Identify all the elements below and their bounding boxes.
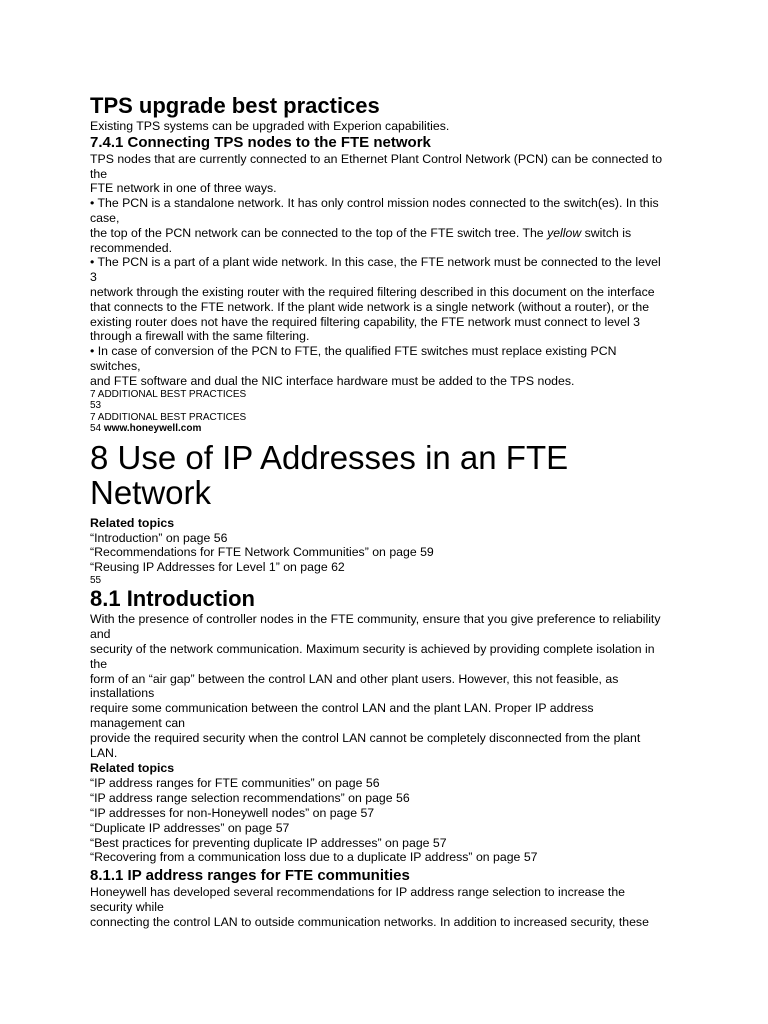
related-topics-label: Related topics — [90, 515, 175, 530]
related-topic-link[interactable]: “Duplicate IP addresses” on page 57 — [90, 820, 290, 835]
chapter-title-line: 8 Use of IP Addresses in an FTE — [90, 438, 569, 476]
text-fragment: the top of the PCN network can be connected to the top of the FTE switch tree. The — [90, 225, 548, 240]
text-line: With the presence of controller nodes in the FTE community, ensure that you give preference to reliability — [90, 612, 661, 627]
related-topic-link[interactable]: “Reusing IP Addresses for Level 1” on page 62 — [90, 560, 345, 575]
text-line: security while — [90, 899, 164, 914]
footer-line: 7 ADDITIONAL BEST PRACTICES — [90, 411, 247, 423]
text-line: network through the existing router with the required filtering described in this document on the interface — [90, 284, 655, 299]
text-line: • The PCN is a part of a plant wide network. In this case, the FTE network must be connected to the level — [90, 255, 661, 270]
text-line: installations — [90, 686, 155, 701]
related-topic-link[interactable]: “IP addresses for non-Honeywell nodes” on page 57 — [90, 806, 375, 820]
text-line: and — [90, 627, 111, 642]
related-topic-link[interactable]: “Introduction” on page 56 — [90, 530, 228, 545]
page-number: 55 — [90, 574, 102, 586]
chapter-title-line: Network — [90, 473, 212, 511]
text-line: • The PCN is a standalone network. It has only control mission nodes connected to the switch(es). In this — [90, 196, 659, 211]
section-811-body — [90, 885, 680, 929]
text-line: require some communication between the control LAN and the plant LAN. Proper IP address — [90, 701, 594, 716]
emphasis-yellow: yellow — [547, 225, 582, 240]
text-line: TPS nodes that are currently connected to an Ethernet Plant Control Network (PCN) can be connected to — [90, 151, 663, 166]
text-line: LAN. — [90, 745, 118, 760]
text-line — [90, 226, 680, 241]
text-line: FTE network in one of three ways. — [90, 181, 277, 196]
text-line: switches, — [90, 358, 141, 373]
text-line: the — [90, 656, 108, 671]
section-811-title: 8.1.1 IP address ranges for FTE communities — [90, 867, 410, 885]
section-741-body — [90, 152, 680, 389]
text-line: security of the network communication. Maximum security is achieved by providing complete isolation in — [90, 642, 655, 657]
footer-line: 7 ADDITIONAL BEST PRACTICES — [90, 388, 247, 400]
text-fragment: switch is — [584, 225, 632, 240]
section-81-body — [90, 612, 680, 760]
text-line: provide the required security when the control LAN cannot be completely disconnected from the plant — [90, 730, 641, 745]
text-line: management can — [90, 716, 186, 731]
text-line: 3 — [90, 270, 97, 285]
text-line: the — [90, 166, 108, 181]
related-topic-link[interactable]: “Recovering from a communication loss due to a duplicate IP address” on page 57 — [90, 850, 538, 865]
text-line: case, — [90, 210, 120, 225]
tps-intro-text: Existing TPS systems can be upgraded with Experion capabilities. — [90, 119, 450, 133]
related-topics-label: Related topics — [90, 761, 175, 776]
tps-section-title: TPS upgrade best practices — [90, 93, 380, 118]
text-line: through a firewall with the same filtering. — [90, 329, 310, 344]
related-topic-link[interactable]: “Best practices for preventing duplicate IP addresses” on page 57 — [90, 835, 447, 850]
text-line: and FTE software and dual the NIC interface hardware must be added to the TPS nodes. — [90, 373, 575, 388]
related-topic-link[interactable]: “IP address ranges for FTE communities” on page 56 — [90, 776, 380, 791]
chapter-8-title — [90, 440, 680, 510]
text-line: that connects to the FTE network. If the plant wide network is a single network (without a router), or the — [90, 299, 650, 314]
section-81-title: 8.1 Introduction — [90, 586, 255, 612]
text-line: existing router does not have the required filtering capability, the FTE network must connect to level 3 — [90, 314, 641, 329]
website-link[interactable]: www.honeywell.com — [103, 423, 202, 435]
footer-line — [90, 423, 680, 435]
text-line: recommended. — [90, 240, 173, 255]
text-line: Honeywell has developed several recommendations for IP address range selection to increase the — [90, 885, 625, 900]
text-line: form of an “air gap” between the control LAN and other plant users. However, this not feasible, as — [90, 671, 619, 686]
text-line: connecting the control LAN to outside communication networks. In addition to increased security, these — [90, 914, 649, 929]
related-topic-link[interactable]: “IP address range selection recommendations” on page 56 — [90, 791, 410, 806]
footer-page-number: 53 — [90, 400, 102, 412]
text-line: • In case of conversion of the PCN to FTE, the qualified FTE switches must replace existing PCN — [90, 344, 617, 359]
footer-page-number: 54 — [90, 423, 104, 435]
section-741-title: 7.4.1 Connecting TPS nodes to the FTE network — [90, 133, 431, 151]
related-topic-link[interactable]: “Recommendations for FTE Network Communities” on page 59 — [90, 545, 434, 560]
page-footer-block — [90, 389, 680, 435]
document-page — [90, 93, 680, 930]
